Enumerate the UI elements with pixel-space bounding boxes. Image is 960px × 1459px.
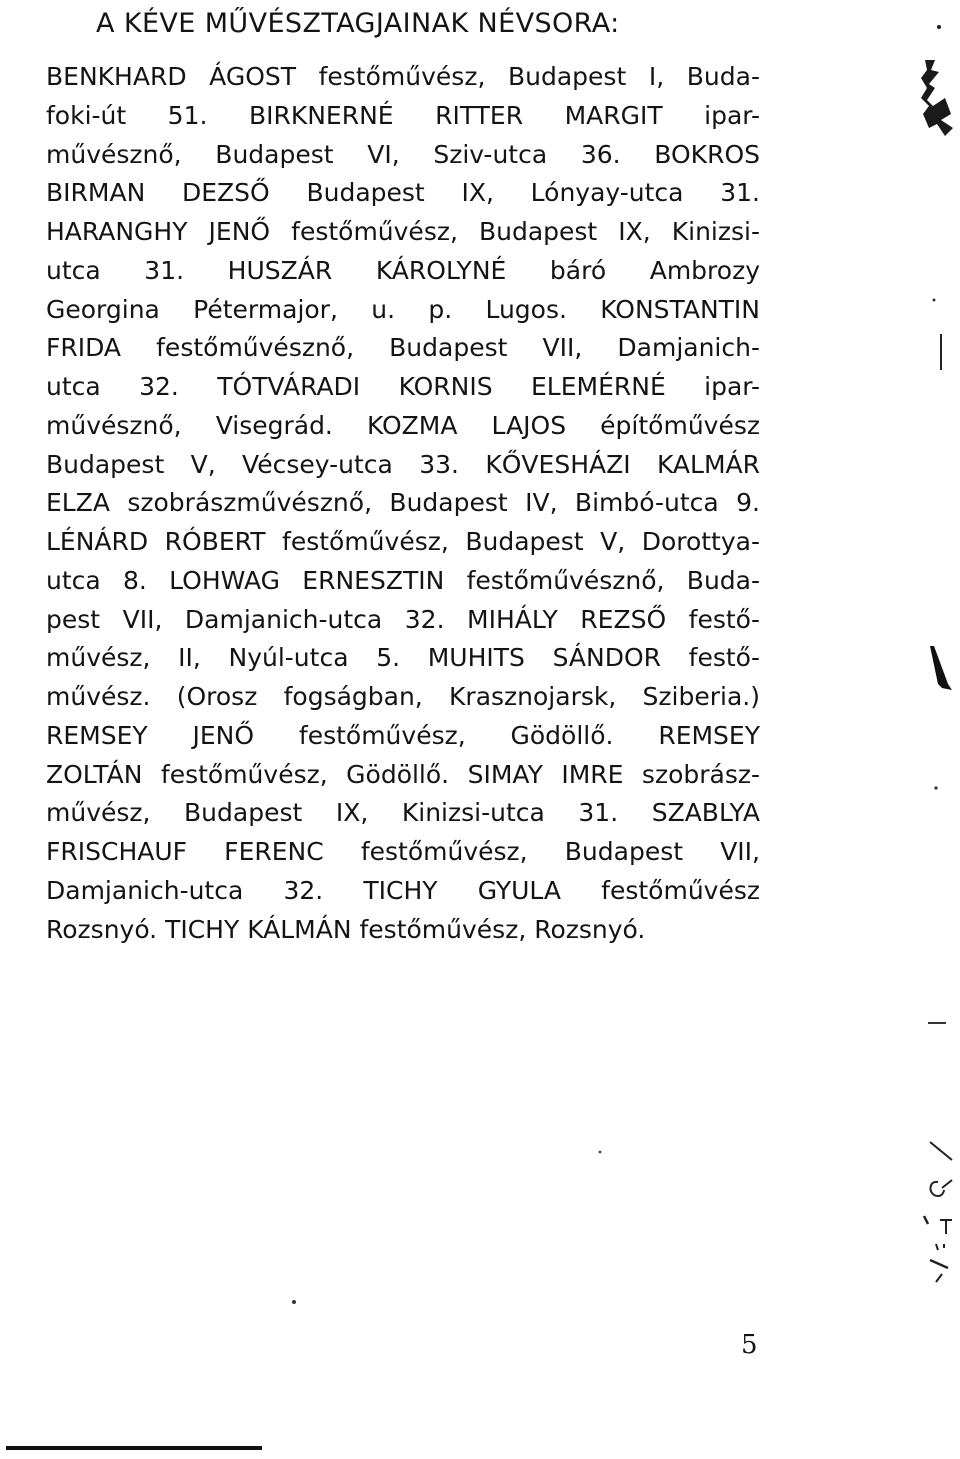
page-number: 5 — [741, 1330, 758, 1360]
list-line: Damjanich-utca 32. TICHY GYULA festőművész — [46, 875, 760, 905]
list-line: Budapest V, Vécsey-utca 33. KŐVESHÁZI KALMÁR — [46, 449, 760, 479]
list-line: művész, Budapest IX, Kinizsi-utca 31. SZABLYA — [46, 798, 760, 828]
list-line: utca 31. HUSZÁR KÁROLYNÉ báró Ambrozy — [46, 255, 760, 285]
scan-speck-top-right — [934, 22, 944, 32]
list-line: Georgina Pétermajor, u. p. Lugos. KONSTANTIN — [46, 294, 760, 324]
list-line: FRISCHAUF FERENC festőművész, Budapest VII, — [46, 837, 760, 866]
list-line: ZOLTÁN festőművész, Gödöllő. SIMAY IMRE szobrász- — [46, 759, 760, 789]
list-line: Rozsnyó. TICHY KÁLMÁN festőművész, Rozsnyó. — [46, 914, 646, 944]
list-line: LÉNÁRD RÓBERT festőművész, Budapest V, Dorottya- — [46, 527, 760, 556]
list-line: ELZA szobrászművésznő, Budapest IV, Bimbó-utca 9. — [46, 488, 760, 518]
list-line: művésznő, Visegrád. KOZMA LAJOS építőművész — [46, 410, 760, 440]
list-line: FRIDA festőművésznő, Budapest VII, Damjanich- — [46, 333, 760, 363]
list-line: HARANGHY JENŐ festőművész, Budapest IX, Kinizsi- — [46, 217, 760, 246]
bottom-rule — [6, 1446, 262, 1450]
list-line: utca 32. TÓTVÁRADI KORNIS ELEMÉRNÉ ipar- — [46, 372, 760, 401]
list-line: REMSEY JENŐ festőművész, Gödöllő. REMSEY — [46, 720, 760, 750]
scan-speck-bottom — [596, 1148, 604, 1156]
scan-artifact-lower-right — [918, 1140, 960, 1320]
scan-artifact-top-right — [915, 58, 960, 138]
member-list — [46, 58, 760, 949]
list-line: művész, II, Nyúl-utca 5. MUHITS SÁNDOR festő- — [46, 643, 760, 673]
scan-speck-upper-right — [930, 296, 938, 304]
list-line: BIRMAN DEZSŐ Budapest IX, Lónyay-utca 31. — [46, 178, 760, 208]
scan-dash-right — [926, 1020, 950, 1026]
list-line: művész. (Orosz fogságban, Krasznojarsk, Sziberia.) — [46, 682, 760, 711]
scan-speck-bottom-left — [290, 1298, 298, 1306]
page-title: A KÉVE MŰVÉSZTAGJAINAK NÉVSORA: — [96, 8, 620, 39]
list-line: pest VII, Damjanich-utca 32. MIHÁLY REZSŐ festő- — [46, 604, 760, 634]
list-line: utca 8. LOHWAG ERNESZTIN festőművésznő, Buda- — [46, 565, 760, 595]
scan-mark-vertical — [938, 334, 944, 374]
scan-speck-middle-right — [932, 784, 940, 792]
list-line: művésznő, Budapest VI, Sziv-utca 36. BOKROS — [46, 139, 760, 169]
list-line: foki-út 51. BIRKNERNÉ RITTER MARGIT ipar- — [46, 100, 760, 130]
scan-mark-slash — [928, 644, 954, 696]
list-line: BENKHARD ÁGOST festőművész, Budapest I, Buda- — [46, 62, 760, 91]
